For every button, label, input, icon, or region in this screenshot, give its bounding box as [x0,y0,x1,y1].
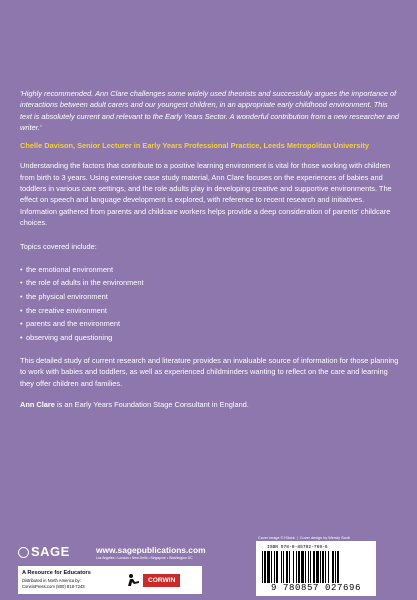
barcode-bar [310,551,311,583]
list-item: • the creative environment [20,304,400,318]
isbn-label: ISBN 978-0-85702-769-6 [267,545,328,550]
description-paragraph: Understanding the factors that contribute to a positive learning environment is vital for those working with children from birth to 3 years. Using extensive case study material, Ann Clare focuses on the experiences of babies and toddlers in various care settings, and the role adults play in developing creative and supportive environments. The effect on speech and language development is explored, with reference to recent research and initiatives. Information gathered from parents and childcare workers helps provide a deep consideration of parents' childcare choices. [20,161,392,228]
topics-list [20,263,400,345]
publisher-cities: Los Angeles • London • New Delhi • Singapore • Washington DC [96,556,193,560]
resource-box [18,566,202,594]
corwin-logo [126,571,180,589]
resource-title: A Resource for Educators [22,570,91,576]
topics-label: Topics covered include: [20,241,97,251]
barcode-bar [335,551,336,583]
sage-circle-icon [18,547,29,558]
barcode-digits: 9 780857 027696 [270,583,361,593]
barcode-bar [308,551,309,583]
list-item: • the emotional environment [20,263,400,277]
resource-contact: CorwinPress.com (800) 818-7243 [22,584,85,589]
list-item: • the role of adults in the environment [20,276,400,290]
barcode-bar [286,551,288,583]
barcode-bar [328,551,329,583]
barcode-bar [264,551,266,583]
barcode-bar [313,551,315,583]
barcode-bar [316,551,319,583]
barcode-bar [322,551,324,583]
list-item: • parents and the environment [20,317,400,331]
barcode-bar [296,551,297,583]
resource-distribution: Distributed in North America by: [22,578,81,583]
barcode-bar [276,551,278,583]
corwin-logo-text: CORWIN [143,574,180,587]
reader-icon [126,573,140,587]
barcode-bar [283,551,284,583]
barcode-bar [274,551,275,583]
barcode-bar [293,551,294,583]
review-attribution: Chelle Davison, Senior Lecturer in Early Years Professional Practice, Leeds Metropolitan University [20,141,369,151]
cover-credits [258,536,350,540]
credit-separator: | [296,536,298,540]
barcode-bar [337,551,339,583]
barcode-bar [332,551,334,583]
barcode-bar [301,551,304,583]
publisher-url[interactable]: www.sagepublications.com [96,545,206,555]
barcode-bar [289,551,290,583]
cover-design-credit: Cover design by Wendy Scott [299,536,350,540]
review-quote: 'Highly recommended. Ann Clare challenges some widely used theorists and successfully argues the importance of interactions between adult carers and our youngest children, in an appropriate early childhood environment. This text is absolutely current and relevant to the Early Years Sector. A wonderful contribution from a new researcher and writer.' [20,89,400,132]
sage-logo [18,544,88,560]
list-item: • the physical environment [20,290,400,304]
barcode-bar [320,551,321,583]
barcode-bar [298,551,300,583]
author-name: Ann Clare [20,400,55,410]
summary-paragraph: This detailed study of current research and literature provides an invaluable source of information for those planning to work with babies and toddlers, as well as experienced childminders wanting to reflect on the care and learning they offer children and families. [20,355,399,388]
author-bio-text: is an Early Years Foundation Stage Consultant in England. [54,400,249,410]
cover-image-credit: Cover image © iStock [258,536,295,540]
sage-logo-text: SAGE [31,544,70,559]
author-bio [20,399,400,410]
cover-text [20,88,400,410]
barcode-bar [305,551,306,583]
barcode-bar [281,551,282,583]
barcode-bar [267,551,270,583]
barcode-bar [325,551,326,583]
barcode-bar [271,551,272,583]
barcode-icon [262,551,370,583]
list-item: • observing and questioning [20,331,400,345]
barcode-bar [262,551,263,583]
